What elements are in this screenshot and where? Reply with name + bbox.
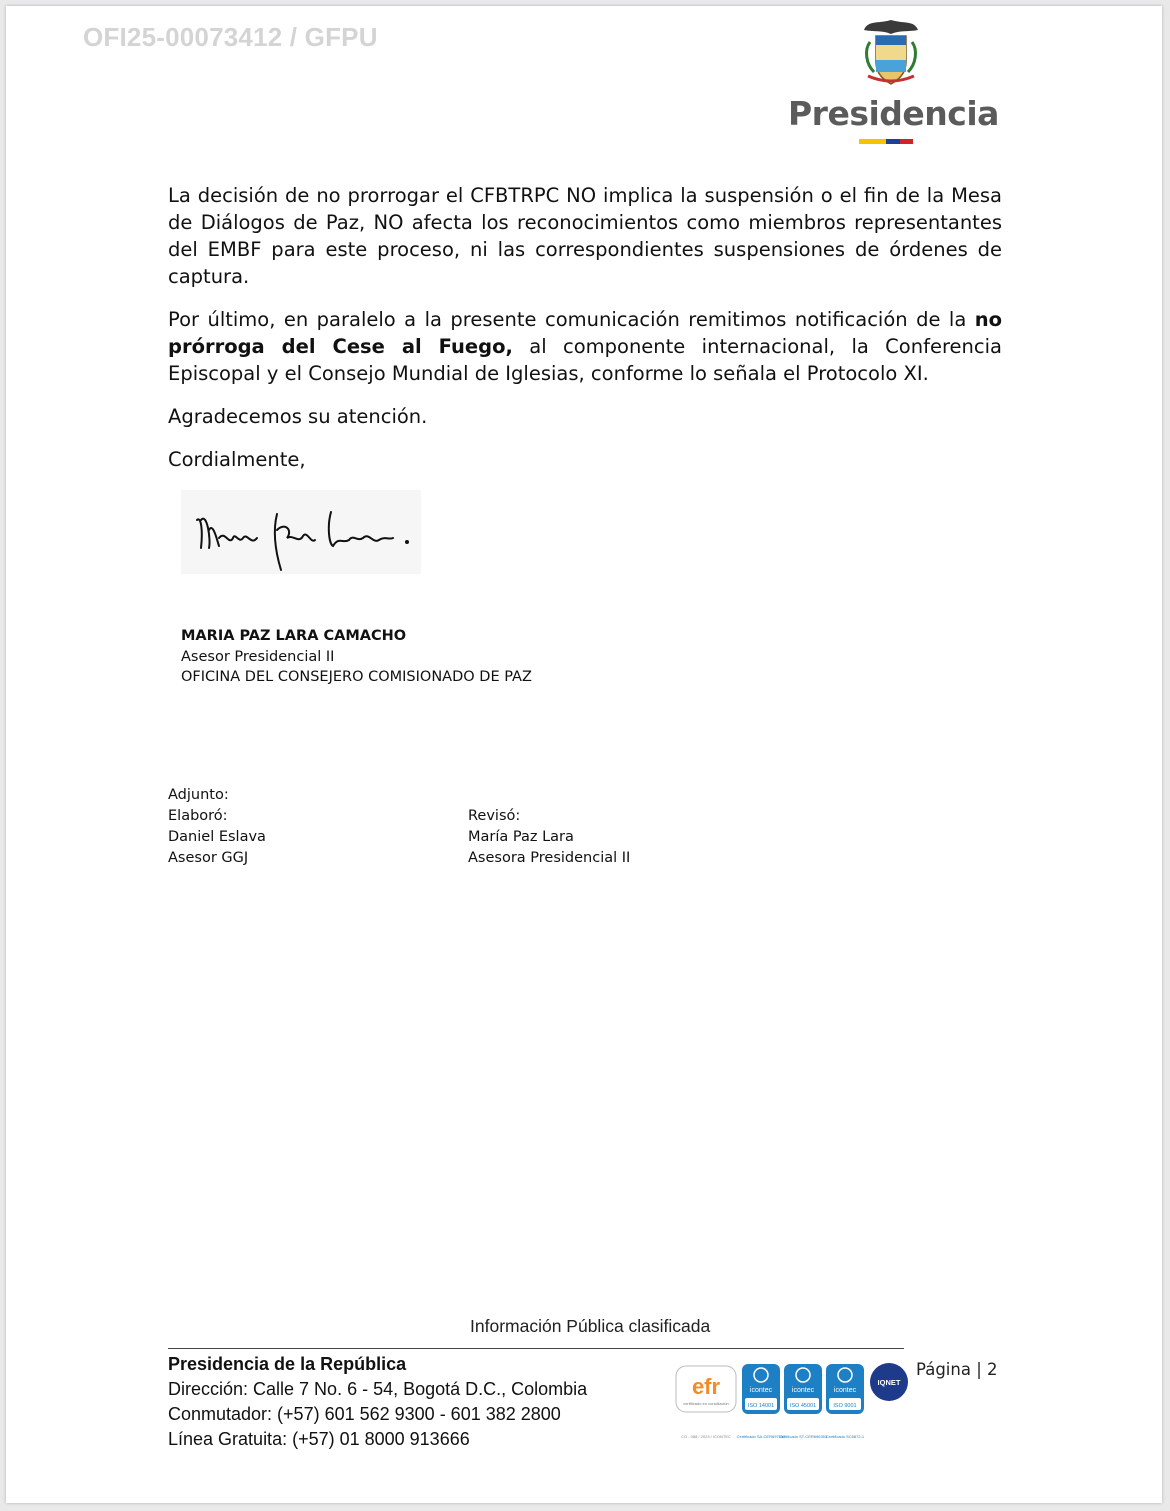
coat-of-arms-icon xyxy=(856,18,926,88)
paragraph-decision: La decisión de no prorrogar el CFBTRPC NO implica la suspensión o el fin de la Mesa de Diálogos de Paz, NO afecta los reconocimientos como miembros representantes del EMBF para este proceso, ni las correspondientes suspensiones de órdenes de captura. xyxy=(168,184,1002,288)
efr-logo-sub: certificado en conciliación xyxy=(683,1401,729,1406)
flag-blue xyxy=(886,139,900,144)
notification-emphasis: no prórroga del Cese al Fuego, xyxy=(168,308,1002,358)
iqnet-label: IQNET xyxy=(877,1378,901,1387)
reviewed-role: Asesora Presidencial II xyxy=(468,850,631,866)
page-number: Página | 2 xyxy=(916,1360,998,1379)
paragraph-thanks: Agradecemos su atención. xyxy=(168,405,428,428)
flag-red xyxy=(900,139,914,144)
icontec-14001-badge xyxy=(742,1364,780,1414)
icontec-45001-label: icontec xyxy=(791,1387,815,1394)
icontec-14001-label: icontec xyxy=(749,1387,773,1394)
reviewed-name: María Paz Lara xyxy=(468,829,574,845)
paragraph-closing: Cordialmente, xyxy=(168,448,306,471)
signer-title: Asesor Presidencial II xyxy=(181,648,335,665)
certification-logos xyxy=(674,1358,914,1448)
handwritten-signature xyxy=(181,490,421,574)
classification-label: Información Pública clasificada xyxy=(470,1316,711,1336)
iqnet-badge xyxy=(870,1363,908,1401)
icontec-14001-sub: ISO 14001 xyxy=(747,1403,775,1409)
footer-organization: Presidencia de la República xyxy=(168,1354,407,1374)
cert-code-45001: Certificado ST-CER696353 xyxy=(778,1434,828,1439)
flag-yellow xyxy=(859,139,886,144)
cert-code-14001: Certificado SA-CER697052 xyxy=(736,1434,786,1439)
icontec-9001-label: icontec xyxy=(833,1387,857,1394)
flag-stripe xyxy=(859,139,913,144)
footer-address xyxy=(168,1352,587,1452)
prepared-role: Asesor GGJ xyxy=(168,850,249,866)
cert-code-efr: CO - 088 / 2023 / ICONTEC xyxy=(681,1434,731,1439)
icontec-9001-badge xyxy=(826,1364,864,1414)
prepared-label: Elaboró: xyxy=(168,808,228,824)
certification-badges-icon xyxy=(674,1358,914,1448)
cert-code-9001: Certificado SC5872-1 xyxy=(825,1434,865,1439)
notification-intro: Por último, en paralelo a la presente comunicación remitimos notificación de la xyxy=(168,308,975,331)
icontec-45001-badge xyxy=(784,1364,822,1414)
footer-street: Dirección: Calle 7 No. 6 - 54, Bogotá D.C., Colombia xyxy=(168,1379,588,1399)
signer-block xyxy=(181,626,532,688)
signature-icon xyxy=(181,490,421,574)
reviewed-column xyxy=(468,806,630,869)
letter-body xyxy=(168,182,1002,489)
signer-office: OFICINA DEL CONSEJERO COMISIONADO DE PAZ xyxy=(181,669,532,685)
document-reference: OFI25-00073412 / GFPU xyxy=(83,22,378,52)
icontec-9001-sub: ISO 9001 xyxy=(833,1403,857,1409)
logo-wordmark: Presidencia xyxy=(788,94,999,133)
footer-divider xyxy=(168,1348,904,1349)
attachment-label: Adjunto: xyxy=(168,787,229,803)
reviewed-label: Revisó: xyxy=(468,808,521,824)
efr-logo-text: efr xyxy=(691,1374,721,1399)
icontec-45001-sub: ISO 45001 xyxy=(789,1403,817,1409)
signer-name: MARIA PAZ LARA CAMACHO xyxy=(181,628,407,644)
notification-rest: al componente internacional, la Conferencia Episcopal y el Consejo Mundial de Iglesias, conforme lo señala el Protocolo XI. xyxy=(168,335,1002,385)
footer-switchboard: Conmutador: (+57) 601 562 9300 - 601 382 2800 xyxy=(168,1404,561,1424)
prepared-name: Daniel Eslava xyxy=(168,829,266,845)
paragraph-notification xyxy=(168,306,1002,387)
credits-block xyxy=(168,785,768,869)
footer-toll-free: Línea Gratuita: (+57) 01 8000 913666 xyxy=(168,1429,470,1449)
document-page xyxy=(6,6,1162,1503)
presidencia-logo xyxy=(776,18,999,148)
